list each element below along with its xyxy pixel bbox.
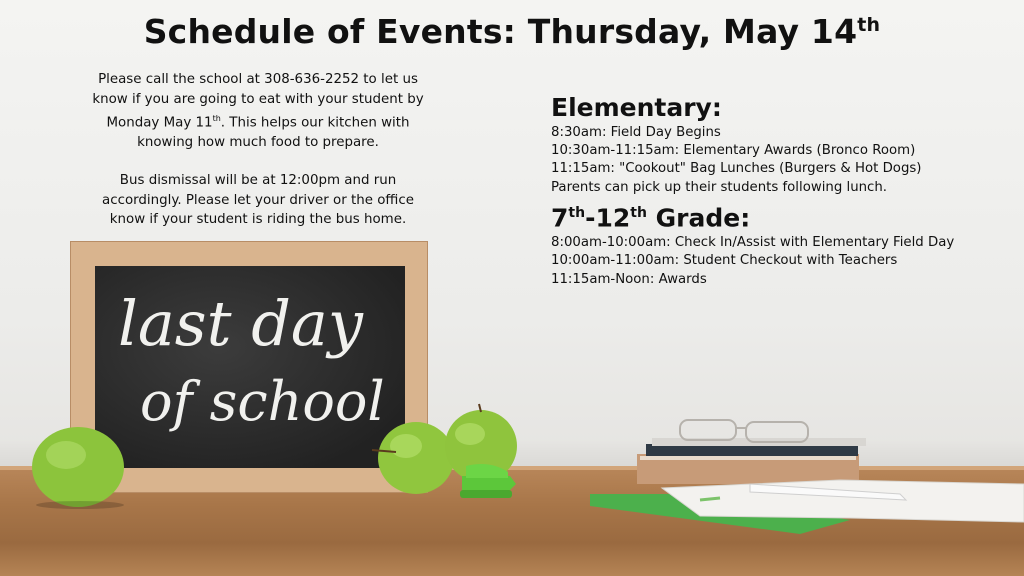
- rsvp-paragraph: Please call the school at 308-636-2252 to let us know if you are going to eat with your student by Monday May 11th. This helps our kitchen with knowing how much food to prepare.: [92, 72, 424, 150]
- bus-paragraph: Bus dismissal will be at 12:00pm and run accordingly. Please let your driver or the office know if your student is riding the bus home.: [102, 173, 414, 228]
- apple-left: [32, 427, 124, 509]
- elementary-item: 8:30am: Field Day Begins: [551, 125, 721, 140]
- secondary-heading: 7th-12th Grade:: [551, 203, 751, 233]
- elementary-item: 11:15am: "Cookout" Bag Lunches (Burgers & Hot Dogs): [551, 161, 922, 177]
- elementary-heading: Elementary:: [551, 93, 722, 122]
- book-stack: [637, 438, 866, 484]
- chalk-text-line2: of school: [140, 370, 385, 433]
- open-notebook: [662, 480, 1024, 522]
- secondary-item: 10:00am-11:00am: Student Checkout with Teachers: [551, 253, 898, 269]
- secondary-item: 11:15am-Noon: Awards: [551, 271, 707, 287]
- elementary-item: Parents can pick up their students following lunch.: [551, 179, 888, 195]
- chalk-text-line1: last day: [118, 287, 363, 360]
- elementary-item: 10:30am-11:15am: Elementary Awards (Bronco Room): [551, 143, 916, 159]
- page-title: Schedule of Events: Thursday, May 14th: [143, 12, 881, 51]
- secondary-item: 8:00am-10:00am: Check In/Assist with Elementary Field Day: [551, 235, 955, 251]
